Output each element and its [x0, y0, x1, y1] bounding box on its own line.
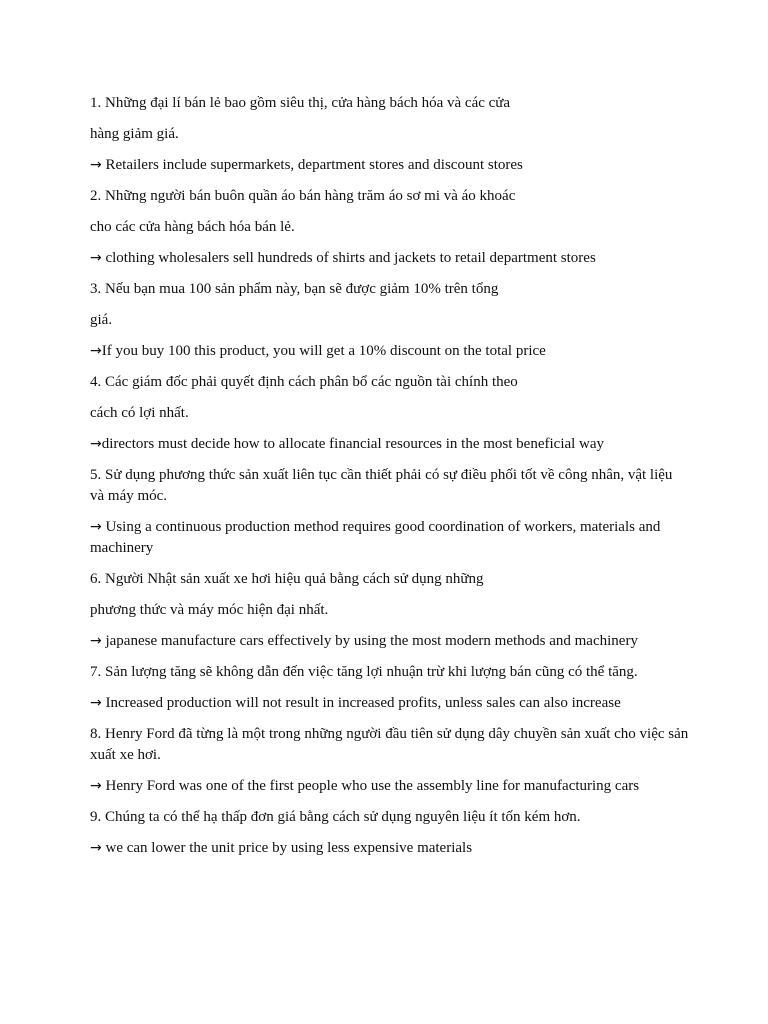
document-page — [90, 93, 690, 869]
item-4-vi-line-1: 4. Các giám đốc phải quyết định cách phân bổ các nguồn tài chính theo — [90, 374, 518, 390]
arrow-icon: → — [90, 695, 102, 711]
item-1-en-text: Retailers include supermarkets, department stores and discount stores — [101, 157, 523, 173]
item-4-vi-line-2: cách có lợi nhất. — [90, 405, 189, 421]
item-1-en — [90, 155, 690, 176]
item-6-en-text: japanese manufacture cars effectively by using the most modern methods and machinery — [101, 633, 638, 649]
item-1-vi-line-1: 1. Những đại lí bán lẻ bao gồm siêu thị, cửa hàng bách hóa và các cửa — [90, 95, 511, 111]
item-2-en — [90, 248, 690, 269]
item-2-vi-line-1: 2. Những người bán buôn quần áo bán hàng trăm áo sơ mi và áo khoác — [90, 188, 516, 204]
item-9-en — [90, 838, 690, 859]
item-2-en-text: clothing wholesalers sell hundreds of shirts and jackets to retail department stores — [101, 250, 596, 266]
item-6-en — [90, 631, 690, 652]
item-7-en-text: Increased production will not result in increased profits, unless sales can also increase — [101, 695, 621, 711]
item-9-en-text: we can lower the unit price by using less expensive materials — [101, 840, 473, 856]
item-9-vi: 9. Chúng ta có thể hạ thấp đơn giá bằng cách sử dụng nguyên liệu ít tốn kém hơn. — [90, 809, 581, 825]
item-3-en-text: If you buy 100 this product, you will get a 10% discount on the total price — [101, 343, 546, 359]
arrow-icon: → — [90, 840, 102, 856]
arrow-icon: → — [90, 519, 102, 535]
item-5-en-text: Using a continuous production method requires good coordination of workers, materials and machinery — [90, 519, 661, 556]
item-8-en-text: Henry Ford was one of the first people who use the assembly line for manufacturing cars — [101, 778, 640, 794]
item-3-vi-line-2: giá. — [90, 312, 113, 328]
item-5-en — [90, 517, 690, 559]
item-4-en-text: directors must decide how to allocate financial resources in the most beneficial way — [101, 436, 605, 452]
item-6-vi-line-2: phương thức và máy móc hiện đại nhất. — [90, 602, 329, 618]
item-3-en — [90, 341, 690, 362]
item-8-vi: 8. Henry Ford đã từng là một trong những người đầu tiên sử dụng dây chuyền sản xuất cho việc sản xuất xe hơi. — [90, 726, 689, 763]
arrow-icon: → — [90, 343, 102, 359]
arrow-icon: → — [90, 157, 102, 173]
item-8-en — [90, 776, 690, 797]
arrow-icon: → — [90, 778, 102, 794]
item-1-vi-line-2: hàng giảm giá. — [90, 126, 179, 142]
item-2-vi-line-2: cho các cửa hàng bách hóa bán lẻ. — [90, 219, 295, 235]
arrow-icon: → — [90, 250, 102, 266]
item-5-vi: 5. Sử dụng phương thức sản xuất liên tục cần thiết phải có sự điều phối tốt về công nhân, vật liệu và máy móc. — [90, 467, 673, 504]
item-7-vi: 7. Sản lượng tăng sẽ không dẫn đến việc tăng lợi nhuận trừ khi lượng bán cũng có thể tăng. — [90, 664, 638, 680]
arrow-icon: → — [90, 633, 102, 649]
arrow-icon: → — [90, 436, 102, 452]
item-7-en — [90, 693, 690, 714]
item-3-vi-line-1: 3. Nếu bạn mua 100 sản phẩm này, bạn sẽ được giảm 10% trên tổng — [90, 281, 499, 297]
item-4-en — [90, 434, 690, 455]
item-6-vi-line-1: 6. Người Nhật sản xuất xe hơi hiệu quả bằng cách sử dụng những — [90, 571, 484, 587]
